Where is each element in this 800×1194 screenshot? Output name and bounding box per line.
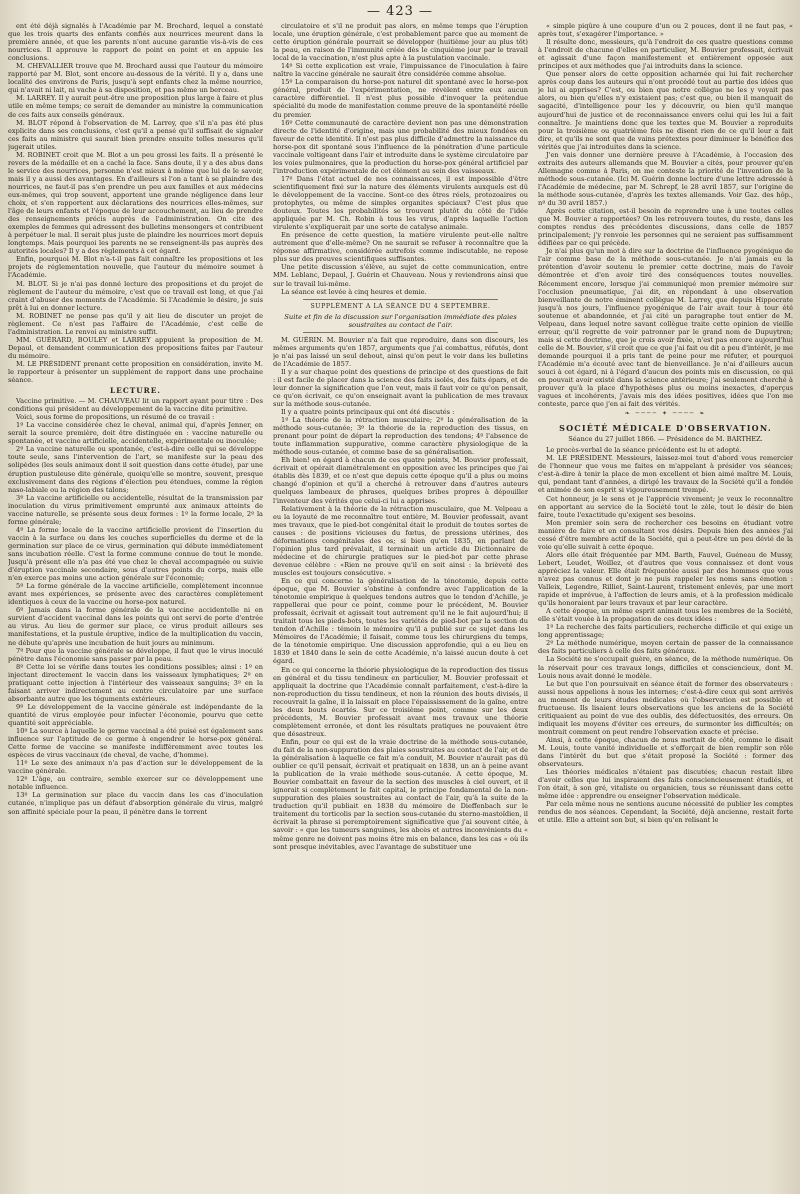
paragraph: 2º La vaccine naturelle ou spontanée, c'est-à-dire celle qui se développe toute seule, sans l'intervention de l'art, se manifeste sur la peau des solipèdes (les seuls animaux dont il soit question dans cette étude), par une éruption pustuleuse dite générale, quoiqu'elle se montre, souvent, presque exclusivement dans des régions d'élection peu étendues, comme la région naso-labiale ou la région des talons; xyxy=(8,445,263,494)
paragraph: Les théories médicales n'étaient pas discutées; chacun restait libre d'avoir celles que lui inspiraient des faits consciencieusement étudiés, et l'on était, à son gré, vitaliste ou organicien, tous se réunissant dans cette même idée : apprendre ou enseigner l'observation médicale. xyxy=(538,768,793,801)
paragraph: Ainsi, à cette époque, chacun de nous mettait de côté, comme le disait M. Louis, toute vanité individuelle et s'efforçait de bien remplir son rôle dans l'intérêt du but que s'était proposé la Société : former des observateurs. xyxy=(538,735,793,769)
paragraph: Alors elle était fréquentée par MM. Barth, Fauvel, Guéneau de Mussy, Lebert, Leudet, Woillez, et d'autres que vous connaissez et dont vous appréciez la valeur. Elle était fréquentée aussi par des hommes que vous n'avez pas connus et dont je ne puis rappeler les noms sans émotion : Valleix, Legendre, Rilliet, Saint-Laurent, tristement enlevés, par une mort rapide et imprévue, à l'affection de leurs amis, et à la profession médicale qu'ils honoraient par leurs travaux et par leur caractère. xyxy=(538,550,793,608)
paragraph: En ce qui concerne la généralisation de la ténotomie, depuis cette époque, que M. Bouvier s'obstine à confondre avec l'application de la ténotomie empirique à quelques tendons autres que le tendon d'Achille, je rappellerai que pour ce point, comme pour le précédent, M. Bouvier professait, écrivait et agissait tout autrement qu'il ne le fait aujourd'hui; il traitait tous les pieds-bots, toutes les variétés de pied-bot par la section du tendon d'Achille : témoin le mémoire qu'il a publié sur ce sujet dans les Mémoires de l'Académie; il faisait, comme tous les chirurgiens du temps, de la ténotomie empirique. Une discussion approfondie, qui a eu lieu en 1839 et 1840 dans le sein de cette Académie, n'a laissé aucun doute à cet égard. xyxy=(273,577,528,666)
paragraph: Que penser alors de cette opposition acharnée qui lui fait rechercher après coup dans les auteurs qui n'ont procédé tout au partie des idées que je lui ai apprises? C'est, ou bien que notre collègue ne les y voyait pas alors, ou bien qu'elles n'y existaient pas; c'est que, ou bien il manquait de sagacité, d'intelligence pour les y découvrir, ou bien qu'il manque aujourd'hui de justice et de reconnaissance envers celui qui les lui a fait connaître. Je maintiens donc que les textes que M. Bouvier a reproduits pour la troisième ou quatrième fois ne disent rien de ce qu'il leur a fait dire, et qu'ils ne sont que de vains prétextes pour diminuer le bénéfice des vérités que j'ai introduites dans la science. xyxy=(538,70,793,151)
paragraph: En présence de cette question, la matière virulente peut-elle naître autrement que d'elle-même? On ne saurait se refuser à reconnaître que la réponse affirmative, considérée autrefois comme indiscutable, ne repose plus sur des preuves scientifiques suffisantes. xyxy=(273,231,528,264)
paragraph: M. GUÉRIN. M. Bouvier n'a fait que reproduire, dans son discours, les mêmes arguments qu'en 1857, arguments que j'ai combattus, réfutés, dont je n'ai pas laissé un seul debout, ainsi qu'on peut le voir dans les bulletins de l'Académie de 1857. xyxy=(273,335,528,368)
paragraph: Après cette citation, est-il besoin de reprendre une à une toutes celles que M. Bouvier a rapportées? On les retrouvera toutes, du reste, dans les comptes rendus des précédentes discussions, dans celle de 1857 principalement; j'y renvoie les personnes qui ne seraient pas suffisamment édifiées par ce qui précède. xyxy=(538,207,793,248)
supplement-heading: SUPPLÉMENT A LA SÉANCE DU 4 SEPTEMBRE. xyxy=(310,302,491,310)
paragraph: 5º La forme générale de la vaccine artificielle, complètement inconnue avant mes expériences, se présente avec des caractères complètement identiques à ceux de la vaccine ou horse-pox naturel. xyxy=(8,582,263,607)
paragraph: ent été déjà signalés à l'Académie par M. Brochard, lequel a constaté que les trois quarts des enfants confiés aux nourrices meurent dans la première année, et que les parents n'ont aucune garantie vis-à-vis de ces nourrices. Il approuve le rapport de point en point et en appuie les conclusions. xyxy=(8,22,263,63)
column-middle-paragraphs xyxy=(273,22,528,296)
session-line: Séance du 27 juillet 1866. — Présidence de M. BARTHEZ. xyxy=(568,435,763,444)
paragraph: La Société ne s'occupait guère, en séance, de la méthode numérique. On la réservait pour ces travaux longs, difficiles et consciencieux, dont M. Louis nous avait donné le modèle. xyxy=(538,655,793,680)
paragraph: M. LE PRÉSIDENT prenant cette proposition en considération, invite M. le rapporteur à présenter un supplément de rapport dans une prochaine séance. xyxy=(8,359,263,385)
paragraph: Une petite discussion s'élève, au sujet de cette communication, entre MM. Leblanc, Depaul, J. Guérin et Chauveau. Nous y reviendrons ainsi que sur le travail lui-même. xyxy=(273,263,528,288)
paragraph: J'en vais donner une dernière preuve à l'Académie, à l'occasion des extraits des auteurs allemands que M. Bouvier a cités, pour prouver qu'en Allemagne comme à Paris, on me conteste la priorité de l'invention de la méthode sous-cutanée. (Ici M. Guérin donne lecture d'une lettre adressée à l'Académie de médecine, par M. Schrepf, le 28 avril 1857, sur l'origine de la méthode sous-cutanée, d'après les textes allemands. Voir Gaz. des hôp., nº du 30 avril 1857.) xyxy=(538,150,793,208)
paragraph: 17º Dans l'état actuel de nos connaissances, il est impossible d'être scientifiquement fixé sur la nature des éléments virulents auxquels est dû le développement de la vaccine. Sont-ce des êtres réels, protozoaires ou protophytes, ou même de simples organites spéciaux? C'est plus que douteux. Toutes les probabilités se trouvent plutôt du côté de l'idée appliquée par M. Ch. Robin à tous les virus, d'après laquelle l'action virulente s'expliquerait par une sorte de catalyse animale. xyxy=(273,174,528,232)
paragraph: Il y a sur chaque point des questions de principe et des questions de fait : il est facile de placer dans la science des faits isolés, des faits épars, et de leur donner la signification que l'on veut, mais il faut voir ce qu'on pensait, ce qu'on écrivait, ce qu'on enseignait avant la publication de mes travaux sur la méthode sous-cutanée. xyxy=(273,367,528,408)
paragraph: 1º La recherche des faits particuliers, recherche difficile et qui exige un long apprentissage; xyxy=(538,623,793,640)
paragraph: 8º Cette loi se vérifie dans toutes les conditions possibles; ainsi : 1º en injectant directement le vaccin dans les vaisseaux lymphatiques; 2º en pratiquant cette injection à l'intérieur des vaisseaux sanguins; 3º en la faisant arriver indirectement au centre circulatoire par une surface absorbante autre que les téguments extérieurs. xyxy=(8,662,263,703)
paragraph: 12º L'âge, au contraire, semble exercer sur ce développement une notable influence. xyxy=(8,775,263,792)
paragraph: 9º Le développement de la vaccine générale est indépendante de la quantité de virus employée pour infecter l'économie, pourvu que cette quantité soit appréciable. xyxy=(8,702,263,727)
column-left-paragraphs-2 xyxy=(8,397,263,815)
paragraph: M. LE PRÉSIDENT. Messieurs, laissez-moi tout d'abord vous remercier de l'honneur que vous me faites en m'appelant à présider vos séances; c'est-à-dire à tenir la place de mon excellent et bien aimé maître M. Louis, qui, pendant tant d'années, a dirigé les travaux de la Société qu'il a fondée et animée de son esprit si vigoureusement trempé. xyxy=(538,454,793,495)
paragraph: 6º Jamais dans la forme générale de la vaccine accidentelle ni en survient d'accident vaccinal dans les points qui ont servi de porte d'entrée au virus. Au lieu de germer sur place, ce virus produit ailleurs ses manifestations, et la pustule éruptive, indice de la multiplication du vaccin, ne débute qu'après une incubation de huit jours au minimum. xyxy=(8,606,263,647)
paragraph: Le procès-verbal de la séance précédente est lu et adopté. xyxy=(546,446,742,455)
supplement-subheading: Suite et fin de la discussion sur l'organisation immédiate des plaies soustraites au contact de l'air. xyxy=(284,312,517,329)
paragraph: Cet honneur, je le sens et je l'apprécie vivement; je veux le reconnaître en apportant au service de la Société tout le zèle, tout le désir de bien faire, toute l'exactitude qu'exigent ses besoins. xyxy=(538,494,793,519)
paragraph: 2º La méthode numérique, moyen certain de passer de la connaissance des faits particuliers à celle des faits généraux. xyxy=(538,639,793,656)
paragraph: 3º La vaccine artificielle ou accidentelle, résultat de la transmission par inoculation du virus primitivement emprunté aux animaux atteints de vaccine naturelle, se présente sous deux formes : 1º la forme locale, 2º la forme générale; xyxy=(8,493,263,526)
paragraph: M. LARREY. Il y aurait peut-être une proposition plus large à faire et plus utile en même temps; ce serait de demander au ministre la communication de ces faits aux conseils généraux. xyxy=(8,94,263,119)
paragraph: Voici, sous forme de propositions, un résumé de ce travail : xyxy=(16,413,215,422)
column-right xyxy=(538,22,793,1188)
page-number: — 423 — xyxy=(366,4,434,19)
paragraph: 4º La forme locale de la vaccine artificielle provient de l'insertion du vaccin à la surface ou dans les couches superficielles du derme et de la germination sur place de ce virus, germination qui débute immédiatement sans incubation réelle. C'est la forme commune connue de tout le monde. Jusqu'à présent elle n'a pas été vue chez le cheval accompagnée ou suivie d'éruption vaccinale secondaire, sous d'autres points du corps, mais elle n'en exerce pas moins une action générale sur l'économie; xyxy=(8,525,263,583)
column-middle xyxy=(273,22,528,1188)
paragraph: « simple piqûre à une coupure d'un ou 2 pouces, dont il ne faut pas, « après tout, s'exagérer l'importance. » xyxy=(538,22,793,39)
paragraph: La séance est levée à cinq heures et demie. xyxy=(281,287,427,296)
paragraph: Le but que l'on poursuivait en séance était de former des observateurs : aussi nous appelions à nous les internes; c'est-à-dire ceux qui sont arrivés au moment de leurs études médicales où l'observation est possible et fructueuse. Ils lisaient leurs observations que les anciens de la Société critiquaient au point de vue des oublis, des défectuosités, des erreurs. On indiquait les moyens d'éviter ces erreurs, de surmonter les difficultés; on montrait comment on peut rendre l'observation exacte et précise. xyxy=(538,679,793,736)
paragraph: M. ROBINET croit que M. Blot a un peu grossi les faits. Il a présenté le revers de la médaille et en a caché la face. Sans doute, il y a des abus dans le service des nourrices, personne n'est mieux à même que lui de le savoir, mais il y a aussi des avantages. En d'ailleurs si l'on a tant à se plaindre des nourrices, ne faut-il pas s'en prendre un peu aux familles et aux médecins eux-mêmes, qui trop souvent, apportent une grande négligence dans leur choix, et s'en rapportent aux déclarations des nourrices elles-mêmes, sur l'âge de leurs enfants et l'époque de leur accouchement, au lieu de prendre des renseignements précis auprès de l'administration. On cite des exemples de femmes qui adressent des bulletins mensongers et contribuent à perpétuer le mal. Il serait plus juste de plaindre les nourrices mort depuis longtemps. Mais pourquoi les parents ne se renseignent-ils pas auprès des autorités locales? Il y a des règlements à cet égard. xyxy=(8,150,263,256)
paragraph: 16º Cette communauté de caractère devient non pas une démonstration directe de l'identité d'origine, mais une probabilité des mieux fondées en faveur de cette identité. Il n'est pas plus difficile d'admettre la naissance du horse-pox dit spontané sous l'influence de la pénétration d'une particule vaccinale voltigeant dans l'air et introduite dans le système circulatoire par les voies pulmonaires, que la production du horse-pox général artificiel par l'introduction expérimentale de cet élément au sein des vaisseaux. xyxy=(273,118,528,175)
paragraph: M. BLOT répond à l'observation de M. Larrey, que s'il n'a pas été plus explicite dans ses conclusions, c'est qu'il a pensé qu'il suffisait de signaler ces faits au ministre qui saurait bien prendre ensuite telles mesures qu'il jugerait utiles. xyxy=(8,118,263,151)
paragraph: A cette époque, un même esprit animait tous les membres de la Société, elle s'était vouée à la propagation de ces deux idées : xyxy=(538,607,793,624)
paragraph: 10º La source à laquelle le germe vaccinal a été puisé est également sans influence sur l'aptitude de ce germe à engendrer le horse-pox général. Cette forme de vaccine se manifeste indifféremment avec toutes les espèces de virus vaccinaux (de cheval, de vache, d'homme). xyxy=(8,727,263,760)
paragraph: circulatoire et s'il ne produit pas alors, en même temps que l'éruption locale, une éruption générale, c'est probablement parce que au moment de cette éruption générale pourrait se développer (huitième jour au plus tôt) la peau, en raison de l'immunité créée dès le cinquième jour par le travail local de la vaccination, n'est plus apte à la pustulation vaccinale. xyxy=(273,22,528,63)
paragraph: Enfin, pourquoi M. Blot n'a-t-il pas fait connaître les propositions et les projets de réglementation nouvelle, que l'auteur du mémoire soumet à l'Académie. xyxy=(8,255,263,280)
column-middle-paragraphs-2 xyxy=(273,336,528,851)
paragraph: En ce qui concerne la théorie physiologique de la reproduction des tissus en général et du tissu tendineux en particulier, M. Bouvier professait et appliquait la doctrine que l'Académie connaît parfaitement, c'est-à-dire la non-reproduction du tissu tendineux, et non la réunion des bouts divisés, il recouvrait la gaîne, il la laissait en place l'épaississement de la gaîne, entre les deux bouts écartés. Sur ce troisième point, comme sur les deux précédents, M. Bouvier professait avant mes travaux une théorie complètement erronée, et dont les résultats pratiques ne pouvaient être que désastreux. xyxy=(273,665,528,738)
paragraph: 13º La germination sur place du vaccin dans les cas d'inoculation cutanée, n'implique pas un défaut d'absorption générale du virus, malgré son affinité spéciale pour la peau, il pénètre dans le torrent xyxy=(8,791,263,816)
paragraph: Par cela même nous ne sentions aucune nécessité de publier les comptes rendus de nos séances. Cependant, la Société, déjà ancienne, restait forte et utile. Elle a atteint son but, si bien qu'en relisant le xyxy=(538,800,793,825)
paragraph: 14º Si cette explication est vraie, l'impuissance de l'inoculation à faire naître la vaccine générale ne saurait être considérée comme absolue. xyxy=(273,62,528,79)
column-left-paragraphs xyxy=(8,22,263,384)
paragraph: 1º La vaccine considérée chez le cheval, animal qui, d'après Jenner, en serait la source première, doit être distinguée en : vaccine naturelle ou spontanée, et vaccine artificielle, accidentelle, expérimentale ou inoculée; xyxy=(8,421,263,446)
paragraph: M. CHEVALLIER trouve que M. Brochard aussi que l'auteur du mémoire rapporté par M. Blot, sont encore au-dessous de la vérité. Il y a, dans une localité des environs de Paris, jusqu'à sept enfants chez la même nourrice, qui n'avait ni lait, ni vache à sa disposition, et pas même un berceau. xyxy=(8,62,263,95)
paragraph: Mon premier soin sera de rechercher ces besoins en étudiant votre manière de faire et en consultant vos désirs. Depuis bien des années j'ai cessé d'être membre actif de la Société, qui a peut-être un peu dévié de la voie qu'elle suivait à cette époque. xyxy=(538,518,793,551)
paragraph: 15º La comparaison du horse-pox naturel dit spontané avec le horse-pox général, produit de l'expérimentation, ne révèlent entre eux aucun caractère différentiel. Il n'est plus possible d'invoquer la prétendue spécialité du mode de manifestation comme preuve de la spontanéité réelle du premier. xyxy=(273,78,528,119)
divider-rule xyxy=(303,299,498,300)
paragraph: Je n'ai plus qu'un mot à dire sur la doctrine de l'influence pyogénique de l'air comme base de la méthode sous-cutanée. Je n'ai jamais eu la prétention d'avoir soutenu le premier cette doctrine, mais de l'avoir démontrée et d'en avoir tiré des conséquences toutes nouvelles. Récemment encore, lorsque j'ai communiqué mon premier mémoire sur l'occlusion pneumatique, j'ai dit, en répondant à une observation bienveillante de notre éminent collègue M. Larrey, que depuis Hippocrate jusqu'à nos jours, l'influence pyogénique de l'air avait tour à tour été soutenue et abandonnée, et j'ai cité un paragraphe tout entier de M. Velpeau, dans lequel notre savant collègue traite cette opinion de vieille erreur, qu'il regrette de voir patronner par le grand nom de Dupuytren; mais si cette doctrine, que je crois avoir fixée, n'est pas encore aujourd'hui celle de M. Bouvier, s'il croit que ce que j'ai fait ou dit a peu d'intérêt, je me demande pourquoi il a pris tant de peine pour me réfuter, et pourquoi l'Académie m'a écouté avec tant de bienveillance. Je n'ai d'ailleurs aucun souci à cet égard, ni à l'égard d'aucun des points mis en discussion, ce qui en pouvait avoir existé dans la science antérieure; j'ai seulement cherché à prouver qu'à la place d'hypothèses plus ou moins inexactes, d'aperçus vagues et incohérents, j'avais mis des idées positives, idées que l'on me conteste, parce que j'en ai fait des vérités. xyxy=(538,247,793,409)
column-right-paragraphs-2 xyxy=(538,446,793,824)
paragraph: Il y a quatre points principaux qui ont été discutés : xyxy=(281,408,455,417)
column-left xyxy=(8,22,263,1188)
paragraph: Il résulte donc, messieurs, qu'à l'endroit de ces quatre questions comme à l'endroit de chacune d'elles en particulier, M. Bouvier professait, écrivait et agissait d'une façon manifestement et entièrement opposée aux principes et aux méthodes que j'ai introduits dans la science. xyxy=(538,38,793,71)
paragraph: 7º Pour que la vaccine générale se développe, il faut que le virus inoculé pénètre dans l'économie sans passer par la peau. xyxy=(8,646,263,663)
paragraph: Relativement à la théorie de la rétraction musculaire, que M. Velpeau a eu la loyauté de me reconnaître tout entière, M. Bouvier professait, avant mes travaux, que le pied-bot congénital était le produit de toutes sortes de causes : de positions vicieuses du fœtus, de pressions utérines, des déformations congénitales des os; si bien qu'en 1835, en parlant de l'opinion plus tard prévalait, il terminait un article du Dictionnaire de médecine et de chirurgie pratiques sur le pied-bot par cette phrase devenue célèbre : «Rien ne prouve qu'il en soit ainsi : la brièveté des muscles est toujours consécutive. » xyxy=(273,504,528,577)
divider-rule-2 xyxy=(303,332,498,333)
paragraph: 1º La théorie de la rétraction musculaire; 2º la généralisation de la méthode sous-cutanée; 3º la théorie de la reproduction des tissus, en prenant pour point de départ la reproduction des tendons; 4º l'absence de toute inflammation suppurative, comme caractère physiologique de la méthode sous-cutanée, et comme base de sa généralisation. xyxy=(273,416,528,457)
paragraph: MM. GUÉRARD, BOULEY et LARREY appuient la proposition de M. Depaul, et demandent communication des propositions faites par l'auteur du mémoire. xyxy=(8,335,263,360)
paragraph: M. ROBINET ne pense pas qu'il y ait lieu de discuter un projet de règlement. Ce n'est pas l'affaire de l'Académie, c'est celle de l'administration. Le renvoi au ministre suffit. xyxy=(8,311,263,336)
paragraph: 11º Le sexe des animaux n'a pas d'action sur le développement de la vaccine générale. xyxy=(8,759,263,776)
paragraph: Vaccine primitive. — M. CHAUVEAU lit un rapport ayant pour titre : Des conditions qui président au développement de la vaccine dite primitive. xyxy=(8,397,263,414)
paragraph: M. BLOT. Si je n'ai pas donné lecture des propositions et du projet de règlement de l'auteur du mémoire, c'est que ce travail est long, et que j'ai craint d'abuser des moments de l'Académie. Si l'Académie le désire, je suis prêt à lui en donner lecture. xyxy=(8,279,263,312)
column-right-paragraphs xyxy=(538,22,793,408)
lecture-heading: LECTURE. xyxy=(109,386,161,396)
section-title: SOCIÉTÉ MÉDICALE D'OBSERVATION. xyxy=(559,423,772,434)
text-columns xyxy=(8,22,794,1188)
paragraph: Enfin, pour ce qui est de la vraie doctrine de la méthode sous-cutanée, du fait de la non-suppuration des plaies soustraites au contact de l'air, et de la généralisation à laquelle ce fait m'a conduit, M. Bouvier n'aurait pas dû oublier ce qu'il pensait, écrivait et pratiquait en 1838, un an à peine avant la publication de la vraie méthode sous-cutanée. A cette époque, M. Bouvier combattait en faveur de la section des muscles à ciel ouvert, et il ignorait si complètement le fait capital, le principe fondamental de la non-suppuration des plaies soustraites au contact de l'air, qu'à la suite de la traduction qu'il publiait en 1838 du mémoire de Dieffenbach sur le traitement du torticolis par la section sous-cutanée du sterno-mastoïdien, il écrivait la phrase si peremptoirement significative que j'ai souvent citée, à savoir : « que les tumeurs sanguines, les abcès et autres inconvénients du « même genre ne doivent pas moins être mis en balance, dans les cas « où ils sont presque inévitables, avec l'avantage de substituer une xyxy=(273,737,528,851)
paragraph: Eh bien! en égard à chacun de ces quatre points, M. Bouvier professait, écrivait et opérait diamétralement en opposition avec les principes que j'ai établis dès 1839, et ce n'est que depuis cette époque qu'il a plus ou moins changé d'opinion et qu'il a cherché à retrouver dans d'autres auteurs quelques lambeaux de phrases, quelques bribes propres à dépouiller l'inventeur des vérités que celui-ci lui a apprises. xyxy=(273,456,528,505)
ornament-divider: ❧ ──── ✦ ──── ❧ xyxy=(624,410,707,418)
